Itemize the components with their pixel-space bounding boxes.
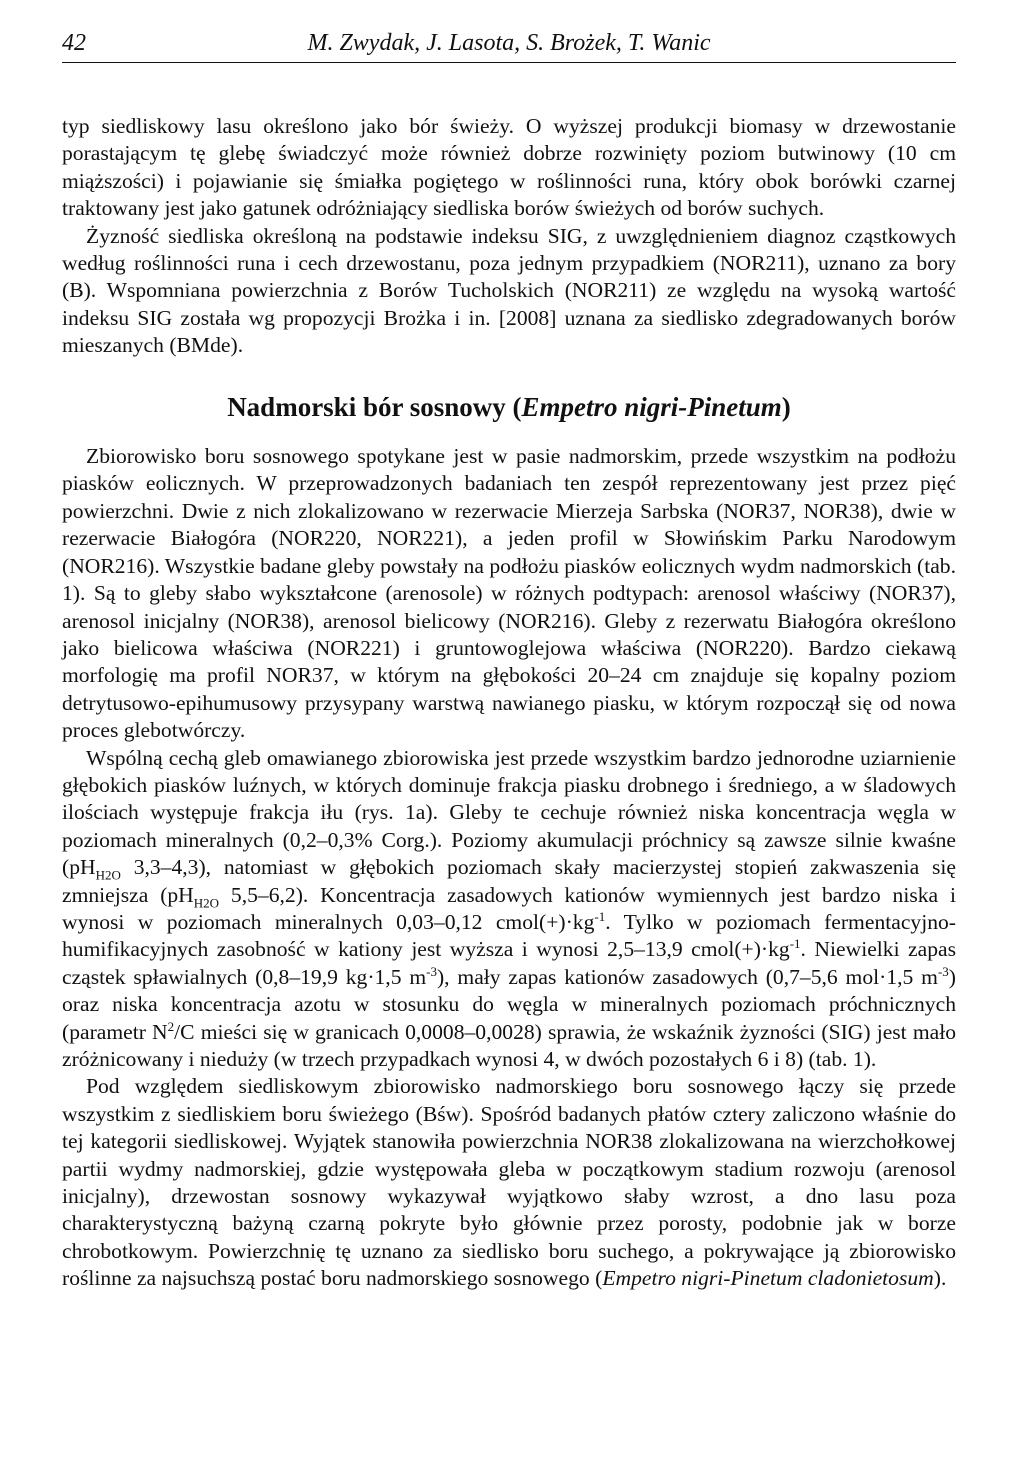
- paragraph-continued: typ siedliskowy lasu określono jako bór świeży. O wyższej produkcji biomasy w drzewostanie porastającym tę glebę świadczyć może również dobrze rozwinięty poziom butwinowy (10 cm miąższości) i pojawianie się śmiałka pogiętego w roślinności runa, który obok borówki czarnej traktowany jest jako gatunek odróżniający siedliska borów świeżych od borów suchych.: [62, 114, 956, 221]
- paragraph-habitat: [62, 1073, 956, 1292]
- superscript: -1: [594, 908, 606, 924]
- subscript-h2o: H2O: [193, 894, 220, 910]
- subscript-h2o: H2O: [95, 867, 121, 883]
- section-title-prefix: Nadmorski bór sosnowy (: [227, 391, 522, 422]
- superscript: -3: [937, 963, 949, 979]
- superscript: 2: [167, 1018, 175, 1034]
- text-run: . Niewielki zapas cząstek spławialnych (0,8–19,9 kg·1,5 m: [62, 937, 956, 989]
- paragraph-sig-fertility: Żyzność siedliska określoną na podstawie indeksu SIG, z uwzględnieniem diagnoz cząstkowych według roślinności runa i cech drzewostanu, poza jednym przypadkiem (NOR211), uznano za bory (B). Wspomniana powierzchnia z Borów Tucholskich (NOR211) ze względu na wysoką wartość indeksu SIG została wg propozycji Brożka i in. [2008] uznana za siedlisko zdegradowanych borów mieszanych (BMde).: [62, 223, 956, 358]
- section-title-latin: Empetro nigri-Pinetum: [521, 391, 782, 422]
- text-run: . Tylko w poziomach fermentacyjno-humifikacyjnych zasobność w kationy jest wyższa i wynosi 2,5–13,9 cmol(+)·kg: [62, 909, 956, 962]
- latin-name: Empetro nigri-Pinetum cladonietosum: [602, 1266, 934, 1291]
- text-run: 3,3–4,3), natomiast w głębokich poziomach skały macierzystej stopień zakwaszenia się zmniejsza (pH: [62, 855, 956, 907]
- paragraph-soil-properties: [62, 745, 956, 1074]
- body-text: [62, 113, 956, 1293]
- page: [62, 22, 956, 1293]
- running-head-authors: M. Zwydak, J. Lasota, S. Brożek, T. Wanic: [307, 30, 711, 56]
- superscript: -1: [789, 936, 801, 952]
- page-number: 42: [62, 30, 86, 56]
- running-header: [62, 22, 956, 63]
- text-run: ) oraz niska koncentracja azotu w stosunku do węgla w mineralnych poziomach próchnicznych (parametr N: [62, 964, 956, 1044]
- text-run: ), mały zapas kationów zasadowych (0,7–5,6 mol·1,5 m: [436, 964, 938, 989]
- section-title-suffix: ): [781, 391, 791, 422]
- text-run: ).: [933, 1266, 947, 1291]
- text-run: Wspólną cechą gleb omawianego zbiorowiska jest przede wszystkim bardzo jednorodne uziarnienie głębokich piasków luźnych, w których dominuje frakcja piasku drobnego i średniego, a w śladowych ilościach występuje frakcja iłu (rys. 1a). Gleby te cechuje również niska koncentracja węgla w poziomach mineralnych (0,2–0,3% Corg.). Poziomy akumulacji próchnicy są zawsze silnie kwaśne (pH: [62, 745, 956, 880]
- text-run: Pod względem siedliskowym zbiorowisko nadmorskiego boru sosnowego łączy się przede wszystkim z siedliskiem boru świeżego (Bśw). Spośród badanych płatów cztery zaliczono właśnie do tej kategorii siedliskowej. Wyjątek stanowiła powierzchnia NOR38 zlokalizowana na wierzchołkowej partii wydmy nadmorskiej, gdzie występowała gleba w początkowym stadium rozwoju (arenosol inicjalny), drzewostan sosnowy wykazywał wyjątkowo słaby wzrost, a dno lasu poza charakterystyczną bażyną czarną pokryte było głównie przez porosty, podobnie jak w borze chrobotkowym. Powierzchnię tę uznano za siedlisko boru suchego, a pokrywające ją zbiorowisko roślinne za najsuchszą postać boru nadmorskiego sosnowego (: [62, 1074, 956, 1291]
- superscript: -3: [426, 963, 437, 979]
- section-title: [62, 391, 956, 422]
- paragraph-plant-community: Zbiorowisko boru sosnowego spotykane jest w pasie nadmorskim, przede wszystkim na podłożu piasków eolicznych. W przeprowadzonych badaniach ten zespół reprezentowany jest przez pięć powierzchni. Dwie z nich zlokalizowano w rezerwacie Mierzeja Sarbska (NOR37, NOR38), dwie w rezerwacie Białogóra (NOR220, NOR221), a jeden profil w Słowińskim Parku Narodowym (NOR216). Wszystkie badane gleby powstały na podłożu piasków eolicznych wydm nadmorskich (tab. 1). Są to gleby słabo wykształcone (arenosole) w różnych podtypach: arenosol właściwy (NOR37), arenosol inicjalny (NOR38), arenosol bielicowy (NOR216). Gleby z rezerwatu Białogóra określono jako bielicowa właściwa (NOR221) i gruntowoglejowa właściwa (NOR220). Bardzo ciekawą morfologię ma profil NOR37, w którym na głębokości 20–24 cm znajduje się kopalny poziom detrytusowo-epihumusowy przysypany warstwą nawianego piasku, w którym rozpoczął się od nowa proces glebotwórczy.: [62, 444, 956, 743]
- text-run: 5,5–6,2). Koncentracja zasadowych kationów wymiennych jest bardzo niska i wynosi w poziomach mineralnych 0,03–0,12 cmol(+)·kg: [62, 882, 956, 934]
- text-run: /C mieści się w granicach 0,0008–0,0028) sprawia, że wskaźnik żyzności (SIG) jest mało zróżnicowany i nieduży (w trzech przypadkach wynosi 4, w dwóch pozostałych 6 i 8) (tab. 1).: [62, 1019, 956, 1071]
